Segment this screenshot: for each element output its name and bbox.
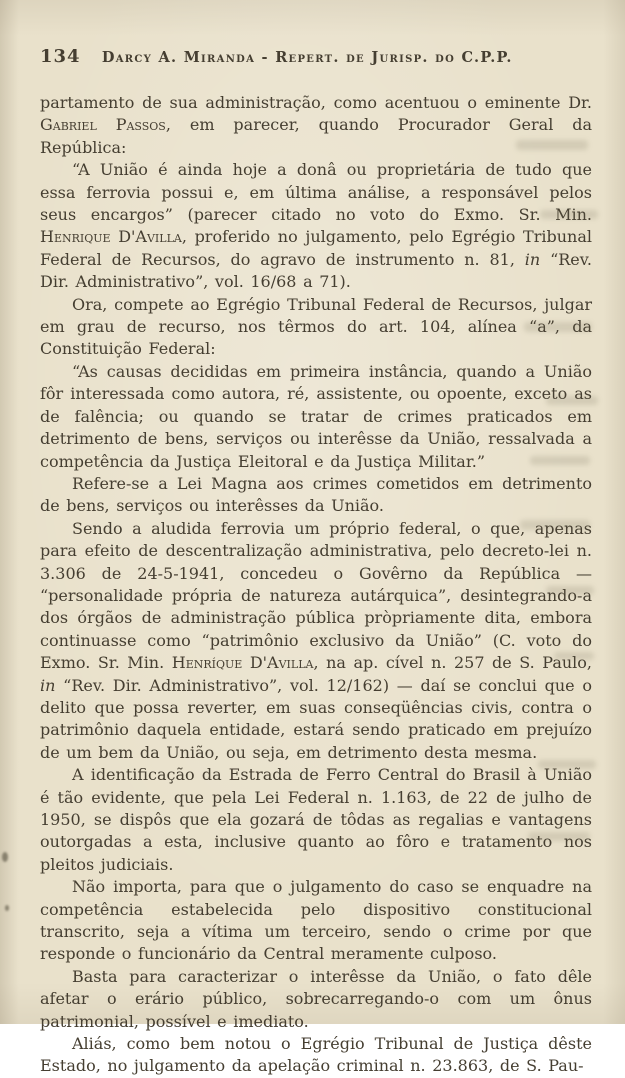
paragraph [40,764,592,876]
paragraph [40,159,592,293]
page-number: 134 [40,46,81,67]
ink-speck-artifact [2,852,8,862]
paragraph [40,92,592,159]
text-run: “A União é ainda hoje a donâ ou proprietária de tudo que essa ferrovia possui e, em última análise, a responsável pelos seus encargos” (parecer citado no voto do Exmo. Sr. Min. [40,160,592,225]
text-run: , proferido no julgamento, pelo Egrégio Tribunal Federal de Recursos, do agravo de instrumento n. 81, [40,227,592,269]
paragraph [40,1033,592,1078]
text-run: , em parecer, quando Procurador Geral da República: [40,115,593,157]
paragraph [40,876,592,966]
paragraph [40,361,592,473]
text-run: Aliás, como bem notou o Egrégio Tribunal de Justiça dêste Estado, no julgamento da apelação criminal n. 23.863, de S. Pau- [40,1034,592,1076]
text-run: “Rev. Dir. Administrativo”, vol. 12/162) — daí se conclui que o delito que possa reverter, em suas conseqüências civis, contra o patrimônio daquela entidade, estará sendo praticado em prejuízo de um bem da União, ou seja, em detrimento desta mesma. [40,675,592,762]
text-run: partamento de sua administração, como acentuou o eminente Dr. [40,93,592,112]
paragraph [40,518,592,764]
text-run: Sendo a aludida ferrovia um próprio federal, o que, apenas para efeito de descentralização administrativa, pelo decreto-lei n. 3.306 de 24-5-1941, concedeu o Govêrno da República — “personalidade própria de natureza autárquica”, desintegrando-a dos órgãos de administração pública pròpriamente dita, embora continuasse como “patrimônio exclusivo da União” (C. voto do Exmo. Sr. Min. [40,518,592,673]
text-run: Basta para caracterizar o interêsse da União, o fato dêle afetar o erário público, sobrecarregando-o com um ônus patrimonial, possível e imediato. [40,966,592,1031]
paragraph [40,294,592,361]
paragraph [40,473,592,518]
text-run: A identificação da Estrada de Ferro Central do Brasil à União é tão evidente, que pela Lei Federal n. 1.163, de 22 de julho de 1950, se dispôs que ela gozará de tôdas as regalias e vantagens outorgadas a esta, inclusive quanto ao fôro e tratamento nos pleitos judiciais. [40,765,592,874]
running-title: Darcy A. Miranda - Repert. de Jurisp. do C.P.P. [101,49,513,66]
person-name: Henrique D'Avilla [40,227,182,247]
text-run: “Rev. Dir. Administrativo”, vol. 16/68 a 71). [40,249,592,292]
person-name: Gabriel Passos [40,115,166,135]
ink-speck-artifact [5,905,9,911]
page-body [40,92,592,1078]
text-run: Não importa, para que o julgamento do caso se enquadre na competência estabelecida pelo dispositivo constitucional transcrito, seja a vítima um terceiro, sendo o crime por que responde o funcionário da Central meramente culposo. [40,877,592,964]
text-run: “As causas decididas em primeira instância, quando a União fôr interessada como autora, ré, assistente, ou opoente, exceto as de falência; ou quando se tratar de crimes praticados em detrimento de bens, serviços ou interêsse da União, ressalvada a competência da Justiça Eleitoral e da Justiça Militar.” [40,361,592,471]
paragraph [40,966,592,1033]
page-header [40,46,592,68]
text-run: Ora, compete ao Egrégio Tribunal Federal de Recursos, julgar em grau de recurso, nos têrmos do art. 104, alínea “a”, da Constituição Federal: [40,294,592,359]
person-name: Henríque D'Avilla [171,653,314,673]
text-run: in [40,675,56,695]
text-run: , na ap. cível n. 257 de S. Paulo, [313,653,593,673]
text-run: in [524,249,541,269]
text-run: Refere-se a Lei Magna aos crimes cometidos em detrimento de bens, serviços ou interêsses da União. [40,473,592,516]
